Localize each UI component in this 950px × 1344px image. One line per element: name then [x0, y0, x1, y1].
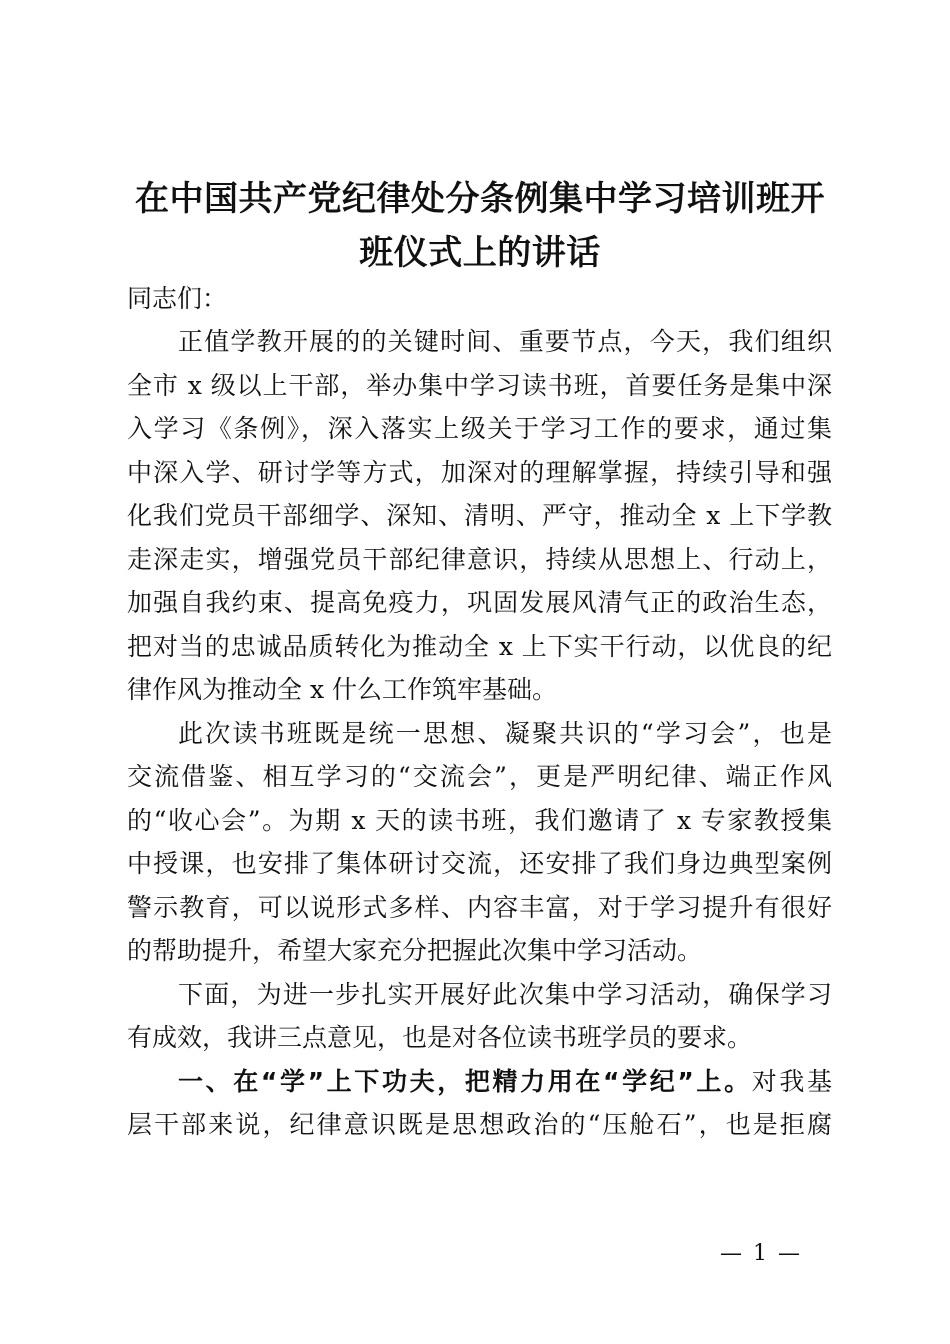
section-heading: 一、在“学”上下功夫，把精力用在“学纪”上。	[178, 1066, 752, 1096]
body-text	[127, 320, 832, 1147]
paragraph-line: 下面，为进一步扎实开展好此次集中学习活动，确保学习	[178, 979, 832, 1009]
title-line-1: 在中国共产党纪律处分条例集中学习培训班开	[135, 179, 825, 219]
paragraph-line: 有成效，我讲三点意见，也是对各位读书班学员的要求。	[127, 1023, 753, 1052]
paragraph-line: 走深走实，增强党员干部纪律意识，持续从思想上、行动上，	[127, 544, 832, 574]
heading-line-rest: 对我基	[751, 1066, 832, 1096]
paragraph-line: 化我们党员干部细学、深知、清明、严守，推动全 x 上下学教	[127, 501, 832, 530]
paragraph-line: 中授课，也安排了集体研讨交流，还安排了我们身边典型案例	[127, 849, 832, 878]
salutation: 同志们：	[127, 284, 228, 313]
paragraph-1	[127, 320, 832, 712]
document-title	[120, 172, 840, 280]
paragraph-4	[127, 1060, 832, 1147]
paragraph-line: 交流借鉴、相互学习的“交流会”，更是严明纪律、端正作风	[127, 762, 832, 791]
paragraph-line: 层干部来说，纪律意识既是思想政治的“压舱石”，也是拒腐	[127, 1110, 832, 1139]
paragraph-2	[127, 712, 832, 973]
paragraph-line: 的“收心会”。为期 x 天的读书班，我们邀请了 x 专家教授集	[127, 805, 832, 835]
paragraph-3	[127, 973, 832, 1060]
page-number: — 1 —	[720, 1241, 802, 1266]
paragraph-line: 中深入学、研讨学等方式，加深对的理解掌握，持续引导和强	[127, 457, 832, 487]
paragraph-line	[127, 1060, 832, 1104]
paragraph-line: 把对当的忠诚品质转化为推动全 x 上下实干行动，以优良的纪	[127, 631, 832, 661]
title-line-2: 班仪式上的讲话	[359, 233, 601, 273]
paragraph-line: 律作风为推动全 x 什么工作筑牢基础。	[127, 675, 557, 704]
paragraph-line: 全市 x 级以上干部，举办集中学习读书班，首要任务是集中深	[127, 370, 832, 400]
paragraph-line: 加强自我约束、提高免疫力，巩固发展风清气正的政治生态，	[127, 588, 832, 617]
paragraph-line: 此次读书班既是统一思想、凝聚共识的“学习会”，也是	[178, 718, 832, 748]
paragraph-line: 正值学教开展的的关键时间、重要节点，今天，我们组织	[178, 327, 832, 356]
paragraph-line: 的帮助提升，希望大家充分把握此次集中学习活动。	[127, 936, 703, 965]
paragraph-line: 入学习《条例》，深入落实上级关于学习工作的要求，通过集	[127, 414, 832, 443]
paragraph-line: 警示教育，可以说形式多样、内容丰富，对于学习提升有很好	[127, 892, 832, 922]
